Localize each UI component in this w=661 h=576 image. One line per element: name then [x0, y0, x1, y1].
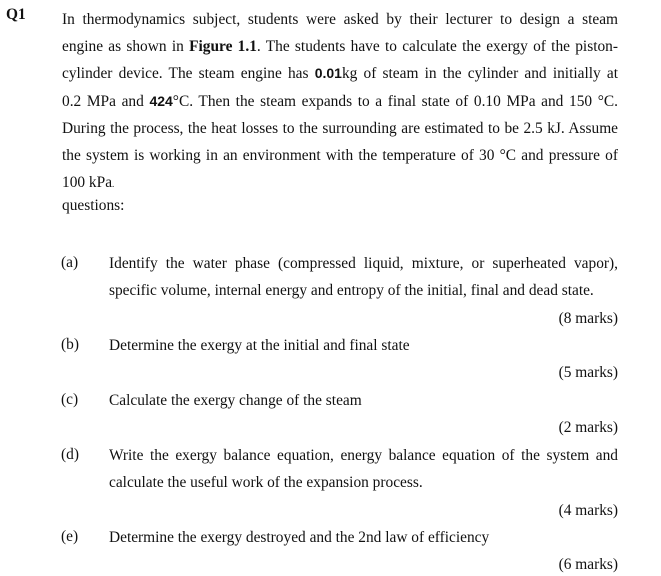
- part-line-1: Write the exergy balance equation, energy balance equation of the system and: [109, 447, 618, 464]
- intro-line-4: 0.2 MPa and 424°C. Then the steam expands to a final state of 0.10 MPa and 150 °C.: [62, 92, 618, 110]
- part-label: (b): [61, 336, 79, 353]
- part-line-1: Calculate the exergy change of the steam: [109, 392, 362, 409]
- part-marks: (2 marks): [558, 419, 618, 436]
- intro-line-3: cylinder device. The steam engine has 0.01kg of steam in the cylinder and initially at: [62, 65, 618, 83]
- part-text: [109, 387, 618, 414]
- question-intro: [62, 6, 618, 198]
- part-label: (a): [61, 254, 79, 271]
- part-line-2: specific volume, internal energy and entropy of the initial, final and dead state.: [109, 282, 594, 300]
- part-marks: (6 marks): [558, 556, 618, 573]
- part-line-1: Identify the water phase (compressed liquid, mixture, or superheated vapor),: [109, 255, 618, 272]
- part-label: (d): [61, 446, 79, 463]
- initial-temperature-value: 424: [149, 92, 173, 109]
- part-marks: (5 marks): [558, 364, 618, 381]
- question-number: Q1: [6, 6, 26, 23]
- part-text: [109, 442, 618, 496]
- intro-line-6: the system is working in an environment with the temperature of 30 °C and pressure of: [62, 147, 618, 165]
- part-label: (c): [61, 391, 79, 408]
- part-line-1: Determine the exergy destroyed and the 2nd law of efficiency: [109, 529, 490, 546]
- part-line-1: Determine the exergy at the initial and final state: [109, 337, 410, 354]
- part-label: (e): [61, 528, 79, 545]
- part-marks: (8 marks): [558, 310, 618, 327]
- intro-line-7: 100 kPa.: [62, 174, 115, 192]
- part-line-2: calculate the useful work of the expansion process.: [109, 474, 423, 492]
- steam-mass-value: 0.01: [314, 65, 342, 82]
- figure-reference: Figure 1.1: [189, 38, 257, 56]
- intro-line-1: In thermodynamics subject, students were asked by their lecturer to design a steam: [62, 11, 618, 28]
- part-text: [109, 332, 618, 359]
- part-text: [109, 524, 618, 551]
- questions-label: questions:: [62, 197, 125, 214]
- intro-line-5: During the process, the heat losses to the surrounding are estimated to be 2.5 kJ. Assume: [62, 119, 618, 137]
- intro-line-2: engine as shown in Figure 1.1. The students have to calculate the exergy of the piston-: [62, 38, 618, 56]
- part-text: [109, 250, 618, 304]
- part-marks: (4 marks): [558, 502, 618, 519]
